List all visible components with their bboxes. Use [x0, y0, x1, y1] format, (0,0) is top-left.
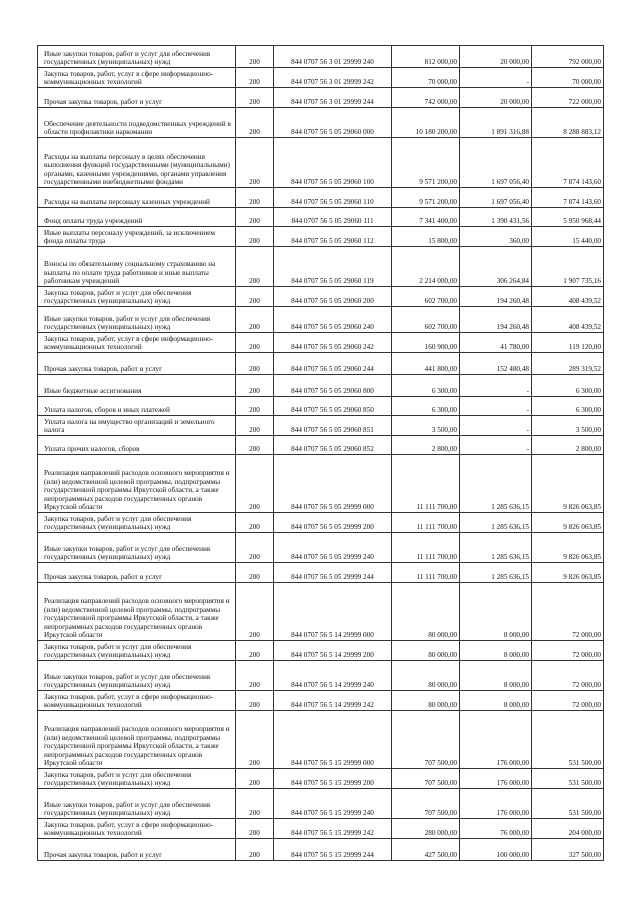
cell-budget-classification-code: 844 0707 56 5 05 29060 240 [274, 307, 392, 333]
cell-expense-name: Расходы на выплаты персоналу казенных учреждений [38, 188, 236, 208]
cell-executed-amount: 1 697 056,40 [460, 138, 532, 188]
cell-line-code: 200 [236, 307, 274, 333]
table-row [38, 819, 604, 839]
cell-approved-amount: 11 111 700,00 [392, 455, 460, 513]
cell-budget-classification-code: 844 0707 56 5 14 29999 000 [274, 583, 392, 641]
cell-approved-amount: 80 000,00 [392, 583, 460, 641]
cell-expense-name: Уплата прочих налогов, сборов [38, 436, 236, 455]
cell-executed-amount: 306 264,84 [460, 247, 532, 287]
table-row [38, 287, 604, 307]
table-row [38, 661, 604, 691]
cell-budget-classification-code: 844 0707 56 5 05 29060 100 [274, 138, 392, 188]
cell-line-code: 200 [236, 789, 274, 819]
cell-line-code: 200 [236, 227, 274, 247]
cell-budget-classification-code: 844 0707 56 5 15 29999 244 [274, 839, 392, 861]
cell-line-code: 200 [236, 661, 274, 691]
cell-executed-amount: 41 780,00 [460, 333, 532, 353]
cell-budget-classification-code: 844 0707 56 5 14 29999 240 [274, 661, 392, 691]
cell-expense-name: Закупка товаров, работ и услуг для обеспечения государственных (муниципальных) нужд [38, 641, 236, 661]
cell-executed-amount: 8 000,00 [460, 641, 532, 661]
cell-approved-amount: 80 000,00 [392, 641, 460, 661]
cell-remaining-amount: 8 288 883,12 [532, 108, 604, 138]
cell-executed-amount: - [460, 397, 532, 416]
table-row [38, 769, 604, 789]
table-row [38, 46, 604, 68]
cell-approved-amount: 812 000,00 [392, 46, 460, 68]
cell-executed-amount: 8 000,00 [460, 583, 532, 641]
cell-budget-classification-code: 844 0707 56 5 05 29060 851 [274, 416, 392, 436]
cell-line-code: 200 [236, 769, 274, 789]
cell-line-code: 200 [236, 46, 274, 68]
cell-approved-amount: 602 700,00 [392, 307, 460, 333]
table-row [38, 839, 604, 861]
cell-line-code: 200 [236, 138, 274, 188]
table-row [38, 711, 604, 769]
table-row [38, 188, 604, 208]
cell-budget-classification-code: 844 0707 56 5 05 29999 000 [274, 455, 392, 513]
table-row [38, 333, 604, 353]
cell-executed-amount: 1 390 431,56 [460, 208, 532, 227]
table-row [38, 353, 604, 375]
cell-approved-amount: 3 500,00 [392, 416, 460, 436]
cell-executed-amount: 176 000,00 [460, 769, 532, 789]
cell-approved-amount: 707 500,00 [392, 789, 460, 819]
cell-remaining-amount: 327 500,00 [532, 839, 604, 861]
cell-executed-amount: - [460, 68, 532, 88]
table-row [38, 583, 604, 641]
table-row [38, 108, 604, 138]
cell-expense-name: Уплата налога на имущество организаций и земельного налога [38, 416, 236, 436]
table-row [38, 641, 604, 661]
cell-line-code: 200 [236, 563, 274, 583]
cell-remaining-amount: 9 826 063,85 [532, 563, 604, 583]
cell-executed-amount: 360,00 [460, 227, 532, 247]
table-row [38, 307, 604, 333]
cell-remaining-amount: 6 300,00 [532, 397, 604, 416]
cell-approved-amount: 160 900,00 [392, 333, 460, 353]
cell-expense-name: Фонд оплаты труда учреждений [38, 208, 236, 227]
cell-line-code: 200 [236, 68, 274, 88]
cell-expense-name: Закупка товаров, работ, услуг в сфере информационно-коммуникационных технологий [38, 691, 236, 711]
cell-budget-classification-code: 844 0707 56 3 01 29999 240 [274, 46, 392, 68]
cell-executed-amount: 152 480,48 [460, 353, 532, 375]
cell-approved-amount: 6 300,00 [392, 375, 460, 397]
cell-remaining-amount: 72 000,00 [532, 583, 604, 641]
cell-approved-amount: 707 500,00 [392, 769, 460, 789]
cell-executed-amount: 194 260,48 [460, 307, 532, 333]
table-row [38, 138, 604, 188]
cell-line-code: 200 [236, 353, 274, 375]
cell-expense-name: Прочая закупка товаров, работ и услуг [38, 563, 236, 583]
cell-expense-name: Иные закупки товаров, работ и услуг для обеспечения государственных (муниципальных) нужд [38, 533, 236, 563]
cell-executed-amount: 194 260,48 [460, 287, 532, 307]
cell-executed-amount: 1 285 636,15 [460, 455, 532, 513]
cell-expense-name: Закупка товаров, работ и услуг для обеспечения государственных (муниципальных) нужд [38, 287, 236, 307]
cell-remaining-amount: 531 500,00 [532, 769, 604, 789]
cell-executed-amount: - [460, 375, 532, 397]
cell-executed-amount: 1 285 636,15 [460, 533, 532, 563]
cell-approved-amount: 80 000,00 [392, 691, 460, 711]
cell-remaining-amount: 1 907 735,16 [532, 247, 604, 287]
cell-expense-name: Прочая закупка товаров, работ и услуг [38, 353, 236, 375]
cell-approved-amount: 280 000,00 [392, 819, 460, 839]
table-row [38, 789, 604, 819]
cell-expense-name: Закупка товаров, работ и услуг для обеспечения государственных (муниципальных) нужд [38, 769, 236, 789]
cell-budget-classification-code: 844 0707 56 5 05 29060 850 [274, 397, 392, 416]
table-row [38, 397, 604, 416]
cell-expense-name: Уплата налогов, сборов и иных платежей [38, 397, 236, 416]
cell-line-code: 200 [236, 711, 274, 769]
cell-line-code: 200 [236, 333, 274, 353]
cell-budget-classification-code: 844 0707 56 5 15 29999 200 [274, 769, 392, 789]
cell-budget-classification-code: 844 0707 56 5 05 29999 244 [274, 563, 392, 583]
table-row [38, 513, 604, 533]
cell-remaining-amount: 7 874 143,60 [532, 188, 604, 208]
cell-approved-amount: 441 800,00 [392, 353, 460, 375]
cell-approved-amount: 10 180 200,00 [392, 108, 460, 138]
cell-budget-classification-code: 844 0707 56 3 01 29999 244 [274, 88, 392, 108]
cell-remaining-amount: 72 000,00 [532, 691, 604, 711]
cell-expense-name: Иные выплаты персоналу учреждений, за исключением фонда оплаты труда [38, 227, 236, 247]
cell-line-code: 200 [236, 247, 274, 287]
cell-remaining-amount: 72 000,00 [532, 641, 604, 661]
cell-executed-amount: 8 000,00 [460, 661, 532, 691]
cell-expense-name: Расходы на выплаты персоналу в целях обеспечения выполнения функций государственными (муниципальными) органами, казенными учреждениями, органами управления государственными внебюджетными фондами [38, 138, 236, 188]
table-row [38, 533, 604, 563]
table-row [38, 68, 604, 88]
cell-budget-classification-code: 844 0707 56 5 05 29060 800 [274, 375, 392, 397]
cell-executed-amount: 176 000,00 [460, 711, 532, 769]
cell-line-code: 200 [236, 641, 274, 661]
cell-remaining-amount: 72 000,00 [532, 661, 604, 691]
table-row [38, 375, 604, 397]
cell-executed-amount: 100 000,00 [460, 839, 532, 861]
cell-budget-classification-code: 844 0707 56 5 15 29999 242 [274, 819, 392, 839]
cell-approved-amount: 6 300,00 [392, 397, 460, 416]
cell-budget-classification-code: 844 0707 56 5 14 29999 242 [274, 691, 392, 711]
cell-approved-amount: 427 500,00 [392, 839, 460, 861]
cell-executed-amount: 20 000,00 [460, 88, 532, 108]
table-row [38, 691, 604, 711]
cell-remaining-amount: 531 500,00 [532, 789, 604, 819]
cell-remaining-amount: 9 826 063,85 [532, 455, 604, 513]
cell-remaining-amount: 722 000,00 [532, 88, 604, 108]
cell-approved-amount: 70 000,00 [392, 68, 460, 88]
cell-expense-name: Закупка товаров, работ, услуг в сфере информационно-коммуникационных технологий [38, 819, 236, 839]
cell-approved-amount: 742 000,00 [392, 88, 460, 108]
cell-remaining-amount: 2 800,00 [532, 436, 604, 455]
cell-approved-amount: 9 571 200,00 [392, 188, 460, 208]
budget-report-page [37, 45, 603, 861]
cell-expense-name: Реализация направлений расходов основного мероприятия и (или) ведомственной целевой программы, подпрограммы государственной программы Иркутской области, а также непрограммных расходов государственных органов Иркутской области [38, 711, 236, 769]
cell-remaining-amount: 408 439,52 [532, 307, 604, 333]
table-row [38, 247, 604, 287]
cell-approved-amount: 80 000,00 [392, 661, 460, 691]
cell-budget-classification-code: 844 0707 56 5 15 29999 240 [274, 789, 392, 819]
cell-remaining-amount: 5 950 968,44 [532, 208, 604, 227]
cell-remaining-amount: 3 500,00 [532, 416, 604, 436]
cell-budget-classification-code: 844 0707 56 5 15 29999 000 [274, 711, 392, 769]
cell-line-code: 200 [236, 819, 274, 839]
budget-execution-table [37, 45, 604, 861]
cell-remaining-amount: 9 826 063,85 [532, 533, 604, 563]
cell-line-code: 200 [236, 436, 274, 455]
cell-line-code: 200 [236, 88, 274, 108]
cell-line-code: 200 [236, 108, 274, 138]
cell-expense-name: Реализация направлений расходов основного мероприятия и (или) ведомственной целевой программы, подпрограммы государственной программы Иркутской области, а также непрограммных расходов государственных органов Иркутской области [38, 455, 236, 513]
cell-budget-classification-code: 844 0707 56 5 05 29999 200 [274, 513, 392, 533]
cell-approved-amount: 11 111 700,00 [392, 533, 460, 563]
cell-remaining-amount: 531 500,00 [532, 711, 604, 769]
cell-remaining-amount: 408 439,52 [532, 287, 604, 307]
cell-remaining-amount: 70 000,00 [532, 68, 604, 88]
cell-budget-classification-code: 844 0707 56 5 05 29060 119 [274, 247, 392, 287]
cell-expense-name: Взносы по обязательному социальному страхованию на выплаты по оплате труда работников и иные выплаты работникам учреждений [38, 247, 236, 287]
cell-expense-name: Реализация направлений расходов основного мероприятия и (или) ведомственной целевой программы, подпрограммы государственной программы Иркутской области, а также непрограммных расходов государственных органов Иркутской области [38, 583, 236, 641]
cell-executed-amount: - [460, 436, 532, 455]
cell-remaining-amount: 792 000,00 [532, 46, 604, 68]
cell-remaining-amount: 289 319,52 [532, 353, 604, 375]
cell-budget-classification-code: 844 0707 56 3 01 29999 242 [274, 68, 392, 88]
table-row [38, 436, 604, 455]
table-row [38, 563, 604, 583]
cell-expense-name: Прочая закупка товаров, работ и услуг [38, 839, 236, 861]
cell-expense-name: Иные бюджетные ассигнования [38, 375, 236, 397]
cell-approved-amount: 15 800,00 [392, 227, 460, 247]
cell-line-code: 200 [236, 455, 274, 513]
cell-line-code: 200 [236, 839, 274, 861]
cell-executed-amount: 8 000,00 [460, 691, 532, 711]
cell-budget-classification-code: 844 0707 56 5 05 29060 242 [274, 333, 392, 353]
cell-line-code: 200 [236, 691, 274, 711]
cell-budget-classification-code: 844 0707 56 5 05 29999 240 [274, 533, 392, 563]
cell-line-code: 200 [236, 416, 274, 436]
table-row [38, 227, 604, 247]
cell-remaining-amount: 7 874 143,60 [532, 138, 604, 188]
cell-remaining-amount: 6 300,00 [532, 375, 604, 397]
cell-line-code: 200 [236, 583, 274, 641]
cell-budget-classification-code: 844 0707 56 5 05 29060 000 [274, 108, 392, 138]
cell-budget-classification-code: 844 0707 56 5 05 29060 112 [274, 227, 392, 247]
cell-executed-amount: 1 697 056,40 [460, 188, 532, 208]
cell-approved-amount: 2 214 000,00 [392, 247, 460, 287]
cell-line-code: 200 [236, 513, 274, 533]
cell-approved-amount: 9 571 200,00 [392, 138, 460, 188]
cell-approved-amount: 7 341 400,00 [392, 208, 460, 227]
cell-budget-classification-code: 844 0707 56 5 05 29060 244 [274, 353, 392, 375]
table-row [38, 88, 604, 108]
table-body [38, 46, 604, 861]
cell-expense-name: Закупка товаров, работ и услуг для обеспечения государственных (муниципальных) нужд [38, 513, 236, 533]
cell-expense-name: Иные закупки товаров, работ и услуг для обеспечения государственных (муниципальных) нужд [38, 789, 236, 819]
cell-approved-amount: 11 111 700,00 [392, 563, 460, 583]
cell-remaining-amount: 119 120,00 [532, 333, 604, 353]
table-row [38, 455, 604, 513]
cell-remaining-amount: 204 000,00 [532, 819, 604, 839]
cell-executed-amount: 176 000,00 [460, 789, 532, 819]
cell-executed-amount: 20 000,00 [460, 46, 532, 68]
cell-expense-name: Закупка товаров, работ, услуг в сфере информационно-коммуникационных технологий [38, 68, 236, 88]
cell-remaining-amount: 15 440,00 [532, 227, 604, 247]
cell-remaining-amount: 9 826 063,85 [532, 513, 604, 533]
cell-budget-classification-code: 844 0707 56 5 05 29060 852 [274, 436, 392, 455]
cell-line-code: 200 [236, 397, 274, 416]
cell-line-code: 200 [236, 375, 274, 397]
cell-approved-amount: 2 800,00 [392, 436, 460, 455]
cell-expense-name: Прочая закупка товаров, работ и услуг [38, 88, 236, 108]
cell-approved-amount: 11 111 700,00 [392, 513, 460, 533]
table-row [38, 208, 604, 227]
cell-expense-name: Иные закупки товаров, работ и услуг для обеспечения государственных (муниципальных) нужд [38, 661, 236, 691]
cell-executed-amount: 76 000,00 [460, 819, 532, 839]
cell-executed-amount: - [460, 416, 532, 436]
cell-budget-classification-code: 844 0707 56 5 05 29060 200 [274, 287, 392, 307]
cell-line-code: 200 [236, 287, 274, 307]
cell-budget-classification-code: 844 0707 56 5 05 29060 110 [274, 188, 392, 208]
cell-line-code: 200 [236, 188, 274, 208]
cell-approved-amount: 602 700,00 [392, 287, 460, 307]
cell-executed-amount: 1 285 636,15 [460, 563, 532, 583]
cell-executed-amount: 1 285 636,15 [460, 513, 532, 533]
cell-expense-name: Иные закупки товаров, работ и услуг для обеспечения государственных (муниципальных) нужд [38, 307, 236, 333]
cell-expense-name: Обеспечение деятельности подведомственных учреждений в области профилактики наркомании [38, 108, 236, 138]
cell-line-code: 200 [236, 533, 274, 563]
cell-budget-classification-code: 844 0707 56 5 05 29060 111 [274, 208, 392, 227]
cell-line-code: 200 [236, 208, 274, 227]
cell-executed-amount: 1 891 316,88 [460, 108, 532, 138]
table-row [38, 416, 604, 436]
cell-expense-name: Иные закупки товаров, работ и услуг для обеспечения государственных (муниципальных) нужд [38, 46, 236, 68]
cell-approved-amount: 707 500,00 [392, 711, 460, 769]
cell-budget-classification-code: 844 0707 56 5 14 29999 200 [274, 641, 392, 661]
cell-expense-name: Закупка товаров, работ, услуг в сфере информационно-коммуникационных технологий [38, 333, 236, 353]
